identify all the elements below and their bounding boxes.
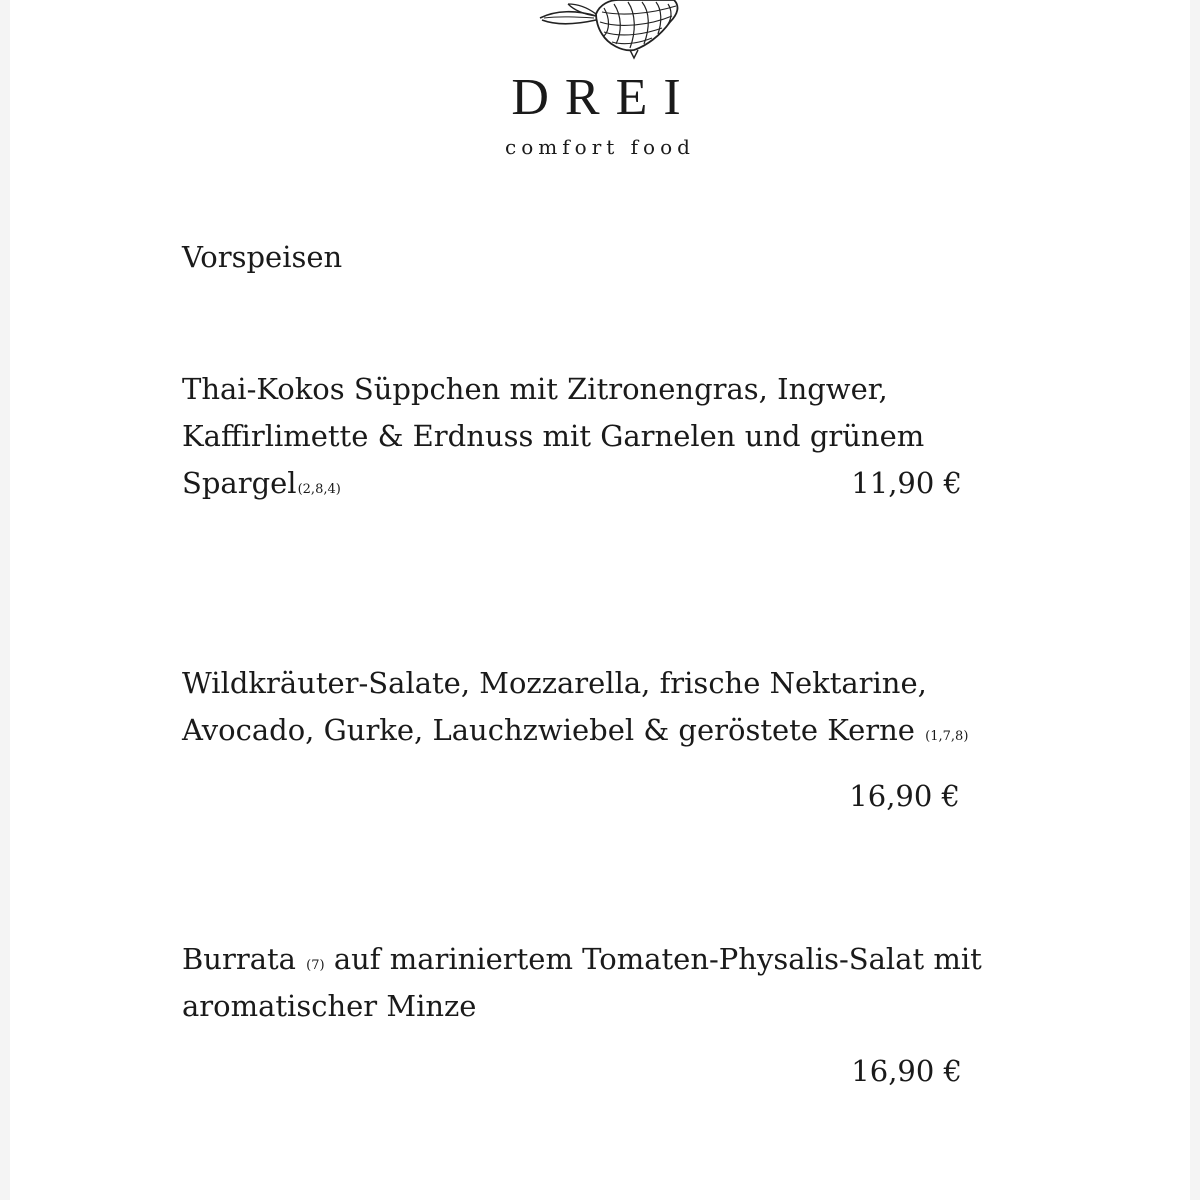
- brand-tagline: comfort food: [505, 135, 695, 159]
- item-price: 16,90 €: [849, 779, 960, 813]
- item-description-line: Kaffirlimette & Erdnuss mit Garnelen und grünem: [182, 419, 925, 453]
- allergen-codes: (7): [306, 958, 325, 973]
- item-description-line: [182, 460, 341, 513]
- item-description-text: Burrata: [182, 942, 296, 976]
- menu-page: [10, 0, 1190, 1200]
- allergen-codes: (1,7,8): [925, 729, 969, 744]
- item-description-line: aromatischer Minze: [182, 989, 477, 1023]
- section-title: Vorspeisen: [182, 240, 343, 274]
- brand-name: DREI: [511, 69, 697, 126]
- item-price: 11,90 €: [851, 466, 962, 500]
- item-description-text: Spargel: [182, 466, 297, 500]
- item-description-line: [182, 936, 982, 989]
- artichoke-logo-icon: [538, 0, 684, 62]
- item-price: 16,90 €: [851, 1054, 962, 1088]
- allergen-codes: (2,8,4): [297, 482, 341, 497]
- item-description-line: [182, 707, 968, 760]
- item-description-line: Thai-Kokos Süppchen mit Zitronengras, Ingwer,: [182, 372, 888, 406]
- item-description-text: auf mariniertem Tomaten-Physalis-Salat mit: [333, 942, 982, 976]
- item-description-text: Avocado, Gurke, Lauchzwiebel & geröstete Kerne: [182, 713, 915, 747]
- item-description-line: Wildkräuter-Salate, Mozzarella, frische Nektarine,: [182, 666, 927, 700]
